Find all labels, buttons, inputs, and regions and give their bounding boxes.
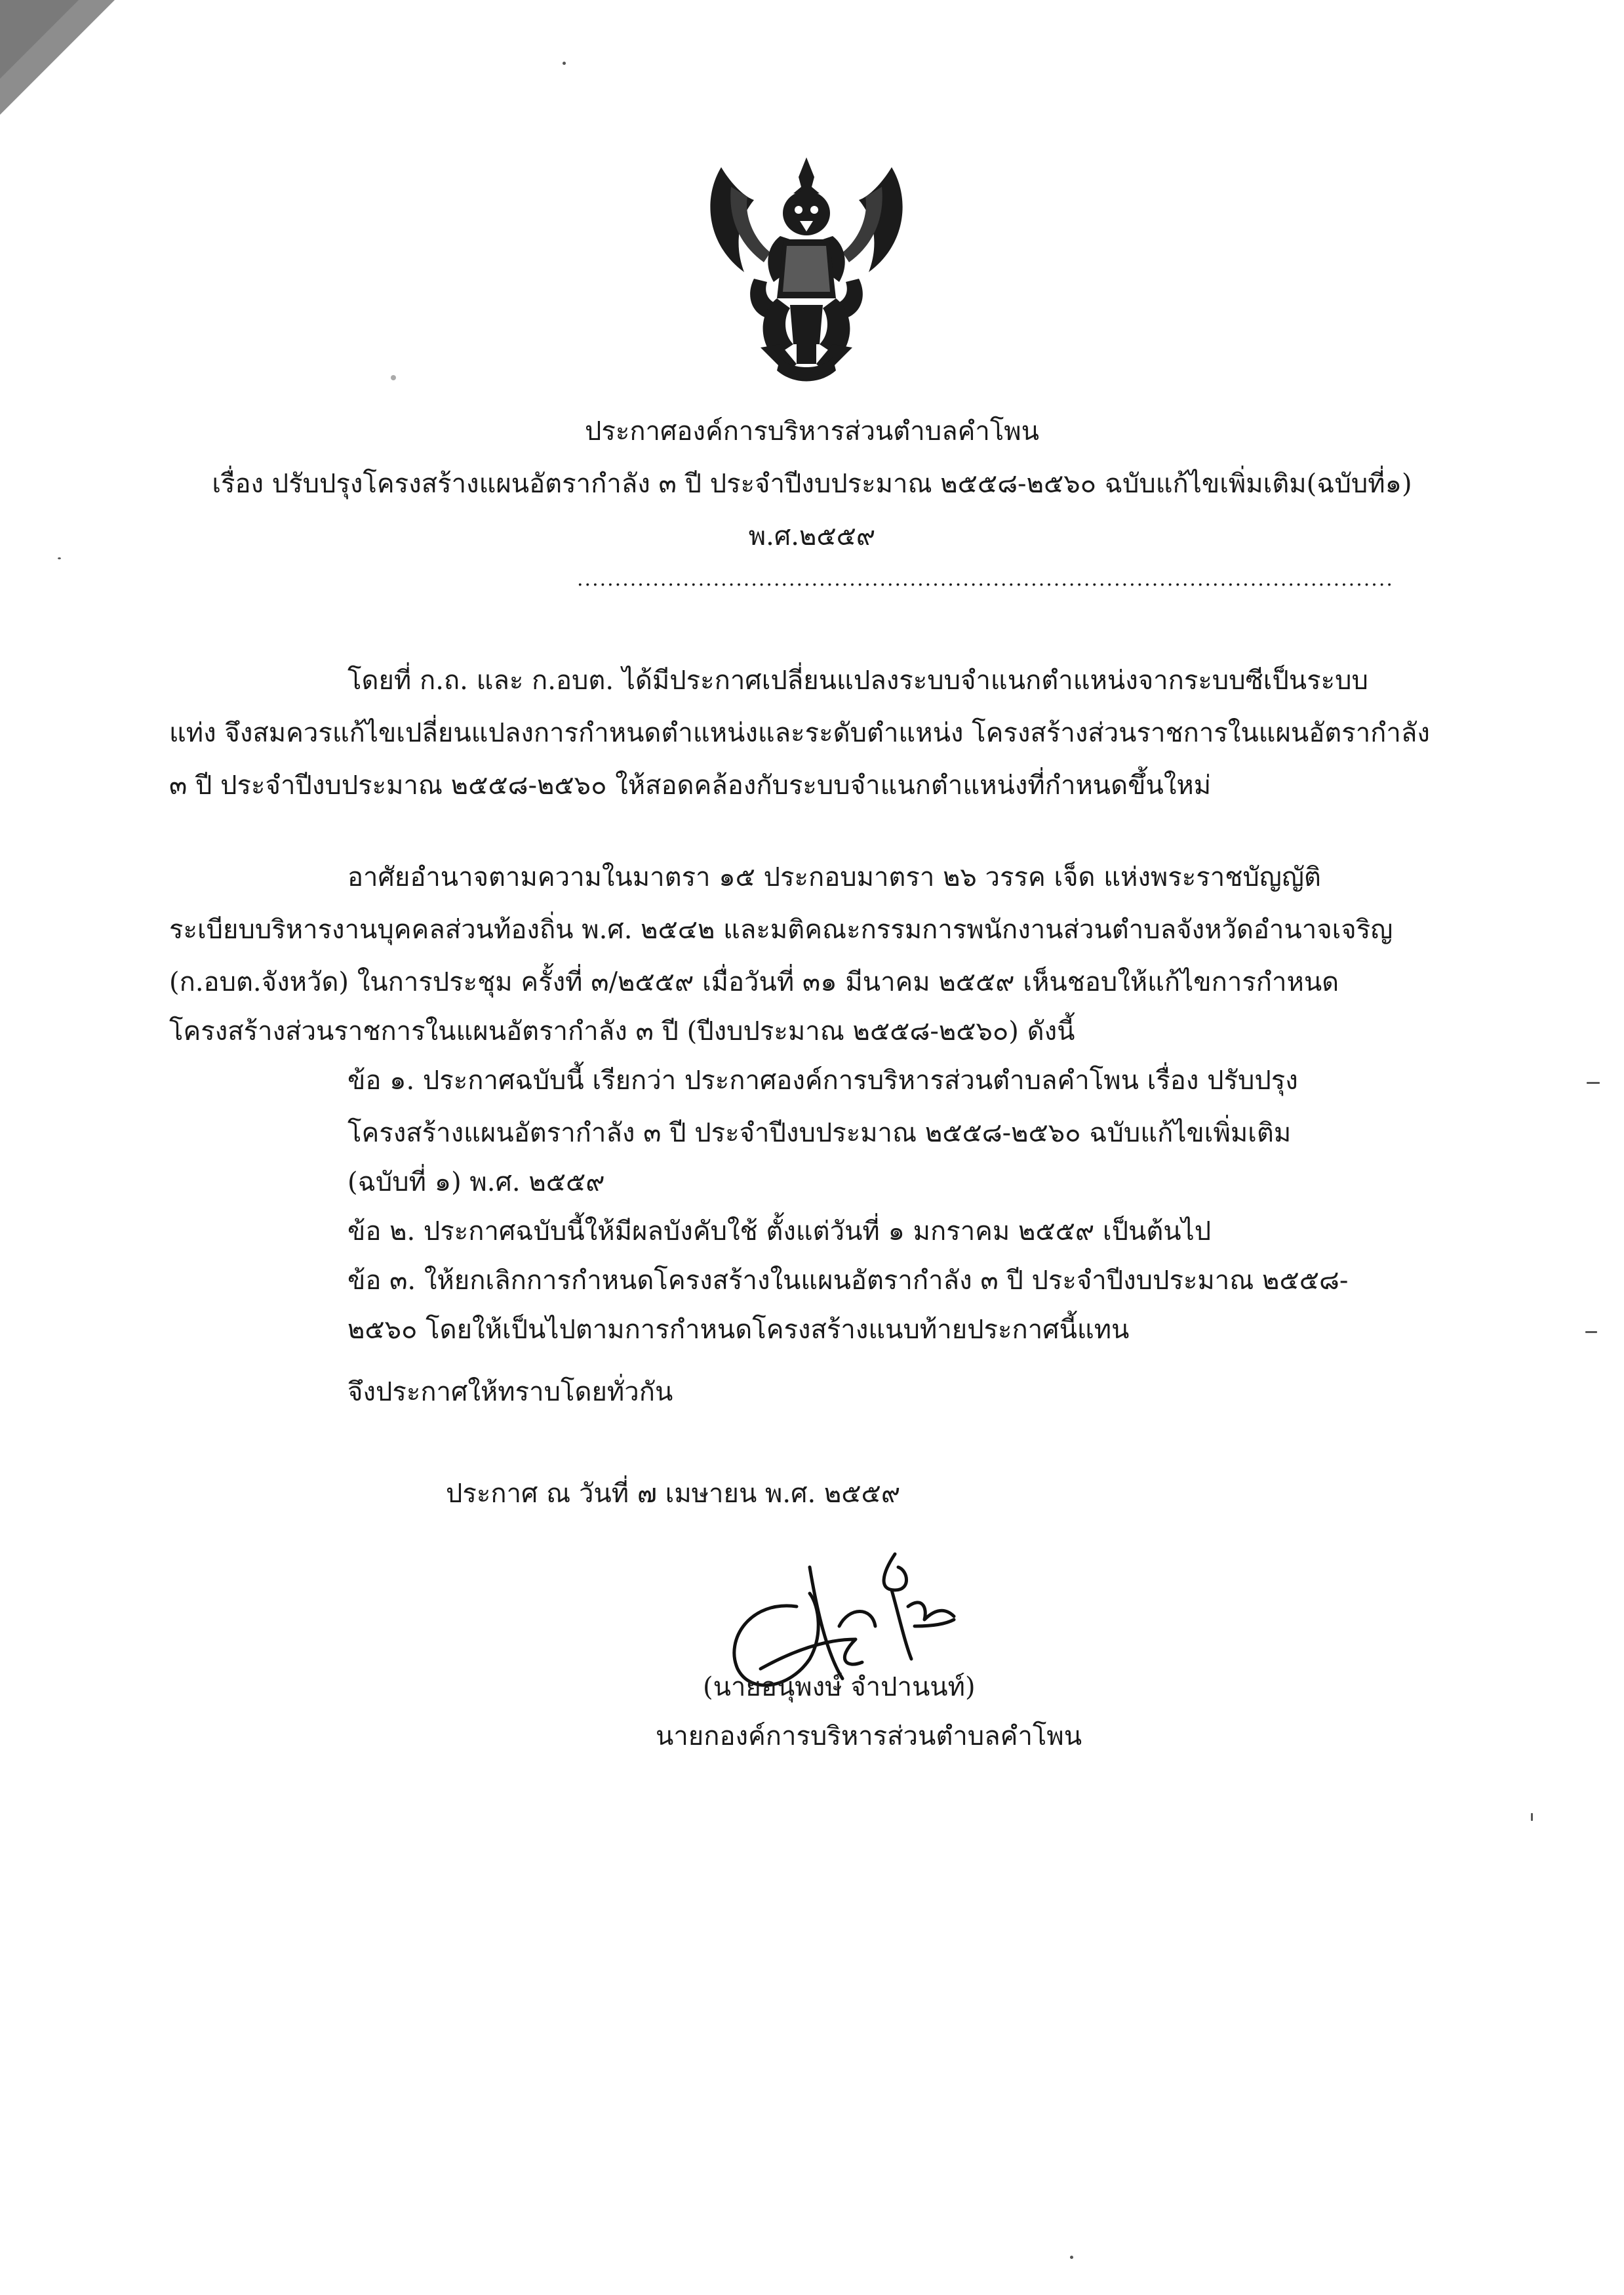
scan-speck	[58, 557, 61, 559]
paragraph2-line: อาศัยอำนาจตามความในมาตรา ๑๕ ประกอบมาตรา ๒๖ วรรค เจ็ด แห่งพระราชบัญญัติ	[347, 862, 1321, 892]
paragraph1-line: ๓ ปี ประจำปีงบประมาณ ๒๕๕๘-๒๕๖๐ ให้สอดคล้องกับระบบจำแนกตำแหน่งที่กำหนดขึ้นใหม่	[169, 770, 1212, 801]
signatory-title: นายกองค์การบริหารส่วนตำบลคำโพน	[656, 1721, 1082, 1751]
title-separator: ............................................................................................................	[577, 568, 1394, 591]
scan-speck	[1070, 2256, 1073, 2259]
announcement-year: พ.ศ.๒๕๕๙	[748, 521, 876, 551]
clause3-line: ๒๕๖๐ โดยให้เป็นไปตามการกำหนดโครงสร้างแนบท้ายประกาศนี้แทน	[347, 1315, 1130, 1345]
clause2-line: ข้อ ๒. ประกาศฉบับนี้ให้มีผลบังคับใช้ ตั้งแต่วันที่ ๑ มกราคม ๒๕๕๙ เป็นต้นไป	[347, 1216, 1212, 1247]
paragraph1-line: แท่ง จึงสมควรแก้ไขเปลี่ยนแปลงการกำหนดตำแหน่งและระดับตำแหน่ง โครงสร้างส่วนราชการในแผนอัตรากำลัง	[169, 718, 1430, 748]
announcement-subject: เรื่อง ปรับปรุงโครงสร้างแผนอัตรากำลัง ๓ ปี ประจำปีงบประมาณ ๒๕๕๘-๒๕๖๐ ฉบับแก้ไขเพิ่มเติม(ฉบับที่๑)	[212, 469, 1412, 499]
scan-speck	[563, 62, 566, 65]
scan-speck	[391, 375, 396, 380]
scan-speck	[1531, 1813, 1533, 1821]
announcement-date: ประกาศ ณ วันที่ ๗ เมษายน พ.ศ. ๒๕๕๙	[446, 1479, 901, 1509]
scan-speck	[1587, 1082, 1600, 1084]
paragraph2-line: ระเบียบบริหารงานบุคคลส่วนท้องถิ่น พ.ศ. ๒๕๔๒ และมติคณะกรรมการพนักงานส่วนตำบลจังหวัดอำนาจเจริญ	[169, 915, 1393, 945]
paragraph1-line: โดยที่ ก.ถ. และ ก.อบต. ได้มีประกาศเปลี่ยนแปลงระบบจำแนกตำแหน่งจากระบบซีเป็นระบบ	[347, 666, 1368, 696]
clause3-line: ข้อ ๓. ให้ยกเลิกการกำหนดโครงสร้างในแผนอัตรากำลัง ๓ ปี ประจำปีงบประมาณ ๒๕๕๘-	[347, 1266, 1349, 1296]
clause1-line: (ฉบับที่ ๑) พ.ศ. ๒๕๕๙	[347, 1167, 605, 1197]
announcement-title: ประกาศองค์การบริหารส่วนตำบลคำโพน	[584, 416, 1040, 447]
signatory-name: (นายอนุพงษ์ จำปานนท์)	[703, 1672, 976, 1702]
clause1-line: โครงสร้างแผนอัตรากำลัง ๓ ปี ประจำปีงบประมาณ ๒๕๕๘-๒๕๖๐ ฉบับแก้ไขเพิ่มเติม	[347, 1118, 1292, 1148]
paragraph2-line: โครงสร้างส่วนราชการในแผนอัตรากำลัง ๓ ปี (ปีงบประมาณ ๒๕๕๘-๒๕๖๐) ดังนี้	[169, 1016, 1075, 1047]
closing-statement: จึงประกาศให้ทราบโดยทั่วกัน	[347, 1377, 673, 1407]
garuda-emblem	[682, 148, 931, 393]
clause1-line: ข้อ ๑. ประกาศฉบับนี้ เรียกว่า ประกาศองค์การบริหารส่วนตำบลคำโพน เรื่อง ปรับปรุง	[347, 1066, 1298, 1096]
scan-corner-fold	[0, 0, 125, 125]
scan-speck	[1585, 1331, 1597, 1333]
paragraph2-line: (ก.อบต.จังหวัด) ในการประชุม ครั้งที่ ๓/๒๕๕๙ เมื่อวันที่ ๓๑ มีนาคม ๒๕๕๙ เห็นชอบให้แก้ไขการกำหนด	[169, 967, 1339, 997]
